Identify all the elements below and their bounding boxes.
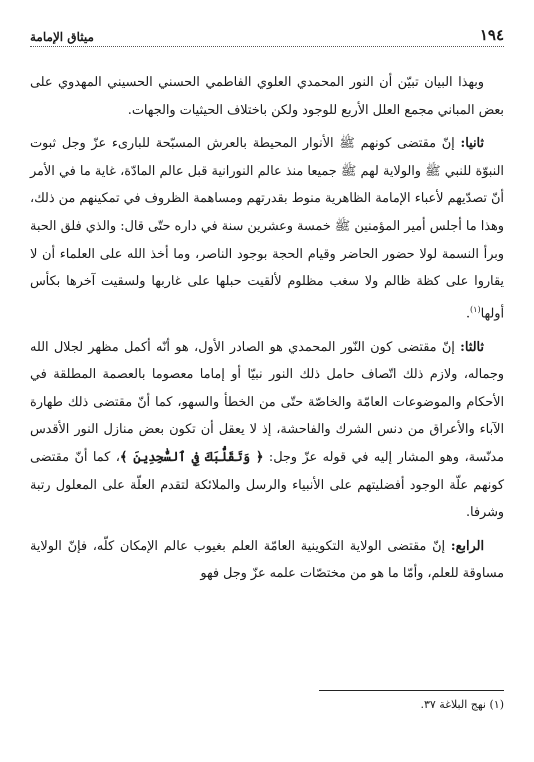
paragraph-fourth	[30, 533, 504, 588]
page-number: ١٩٤	[479, 26, 504, 44]
paragraph-third	[30, 334, 504, 527]
paragraph-lead: ثانيا:	[460, 136, 484, 152]
paragraph-intro	[30, 69, 504, 124]
running-header	[30, 26, 504, 47]
paragraph-text: إنّ مقتضى كون النّور المحمدي هو الصادر الأول، هو أنّه أكمل مظهر لجلال الله وجماله، ولازم ذلك اتّصاف حامل ذلك النور نبيّا أو إماما معصوما بالعصمة المطلقة في الأحكام والموضوعات العامّة والخاصّة حتّى من الخطأ والسهو، كما أنّ مقتضى ذلك طهارة الآباء والأعراق من دنس الشرك والفاحشة، إذ لا يعقل أن تكون بعض منازل النور الأقدس مدنّسة، وهو المشار إليه في قوله عزّ وجل:	[30, 339, 504, 465]
paragraph-second	[30, 130, 504, 327]
footnote-separator	[319, 690, 504, 691]
paragraph-text: إنّ مقتضى الولاية التكوينية العامّة العلم بغيوب عالم الإمكان كلّه، فإنّ الولاية مساوقة للعلم، وأمّا ما هو من مختصّات علمه عزّ وجل فهو	[30, 538, 504, 582]
paragraph-text: إنّ مقتضى كونهم ﷺ الأنوار المحيطة بالعرش المسبّحة للبارىء عزّ وجل ثبوت النبوّة للنبي ﷺ والولاية لهم ﷺ جميعا منذ عالم النورانية قبل عالم المادّة، غاية ما في الأمر أنّ تصدّيهم لأعباء الإمامة الظاهرية منوط بقدرتهم ومساهمة الظروف في تمكينهم من ذلك، وهذا ما أجلس أمير المؤمنين ﷺ خمسة وعشرين سنة في داره حتّى قال: والذي فلق الحبة وبرأ النسمة لولا حضور الحاضر وقيام الحجة بوجود الناصر، وما أخذ الله على العلماء أن لا يقاروا على كظة ظالم ولا سغب مظلوم لألقيت حبلها على غاربها ولسقيت آخرها بكأس أولها	[30, 136, 504, 322]
footnote: (١) نهج البلاغة ٣٧.	[420, 698, 504, 711]
paragraph-text: وبهذا البيان تبيّن أن النور المحمدي العلوي الفاطمي الحسني الحسيني المهدوي على بعض المباني مجمع العلل الأربع للوجود ولكن باختلاف الحيثيات والجهات.	[30, 75, 504, 118]
paragraph-tail: .	[465, 306, 471, 322]
paragraph-lead: الرابع:	[450, 538, 485, 554]
paragraph-lead: ثالثا:	[460, 339, 484, 355]
paragraph-text-after: ، كما أنّ مقتضى كونهم علّة الوجود أفضليتهم على الأنبياء والرسل والملائكة لتقدم العلّة على المعلول رتبة وشرفا.	[30, 449, 504, 521]
quran-verse: ﴿ وَتَقَلُّبَكَ فِي ٱلسَّٰجِدِينَ ﴾	[119, 449, 264, 465]
footnote-marker[interactable]: (١)	[470, 304, 481, 314]
running-title: ميثاق الإمامة	[30, 30, 94, 44]
